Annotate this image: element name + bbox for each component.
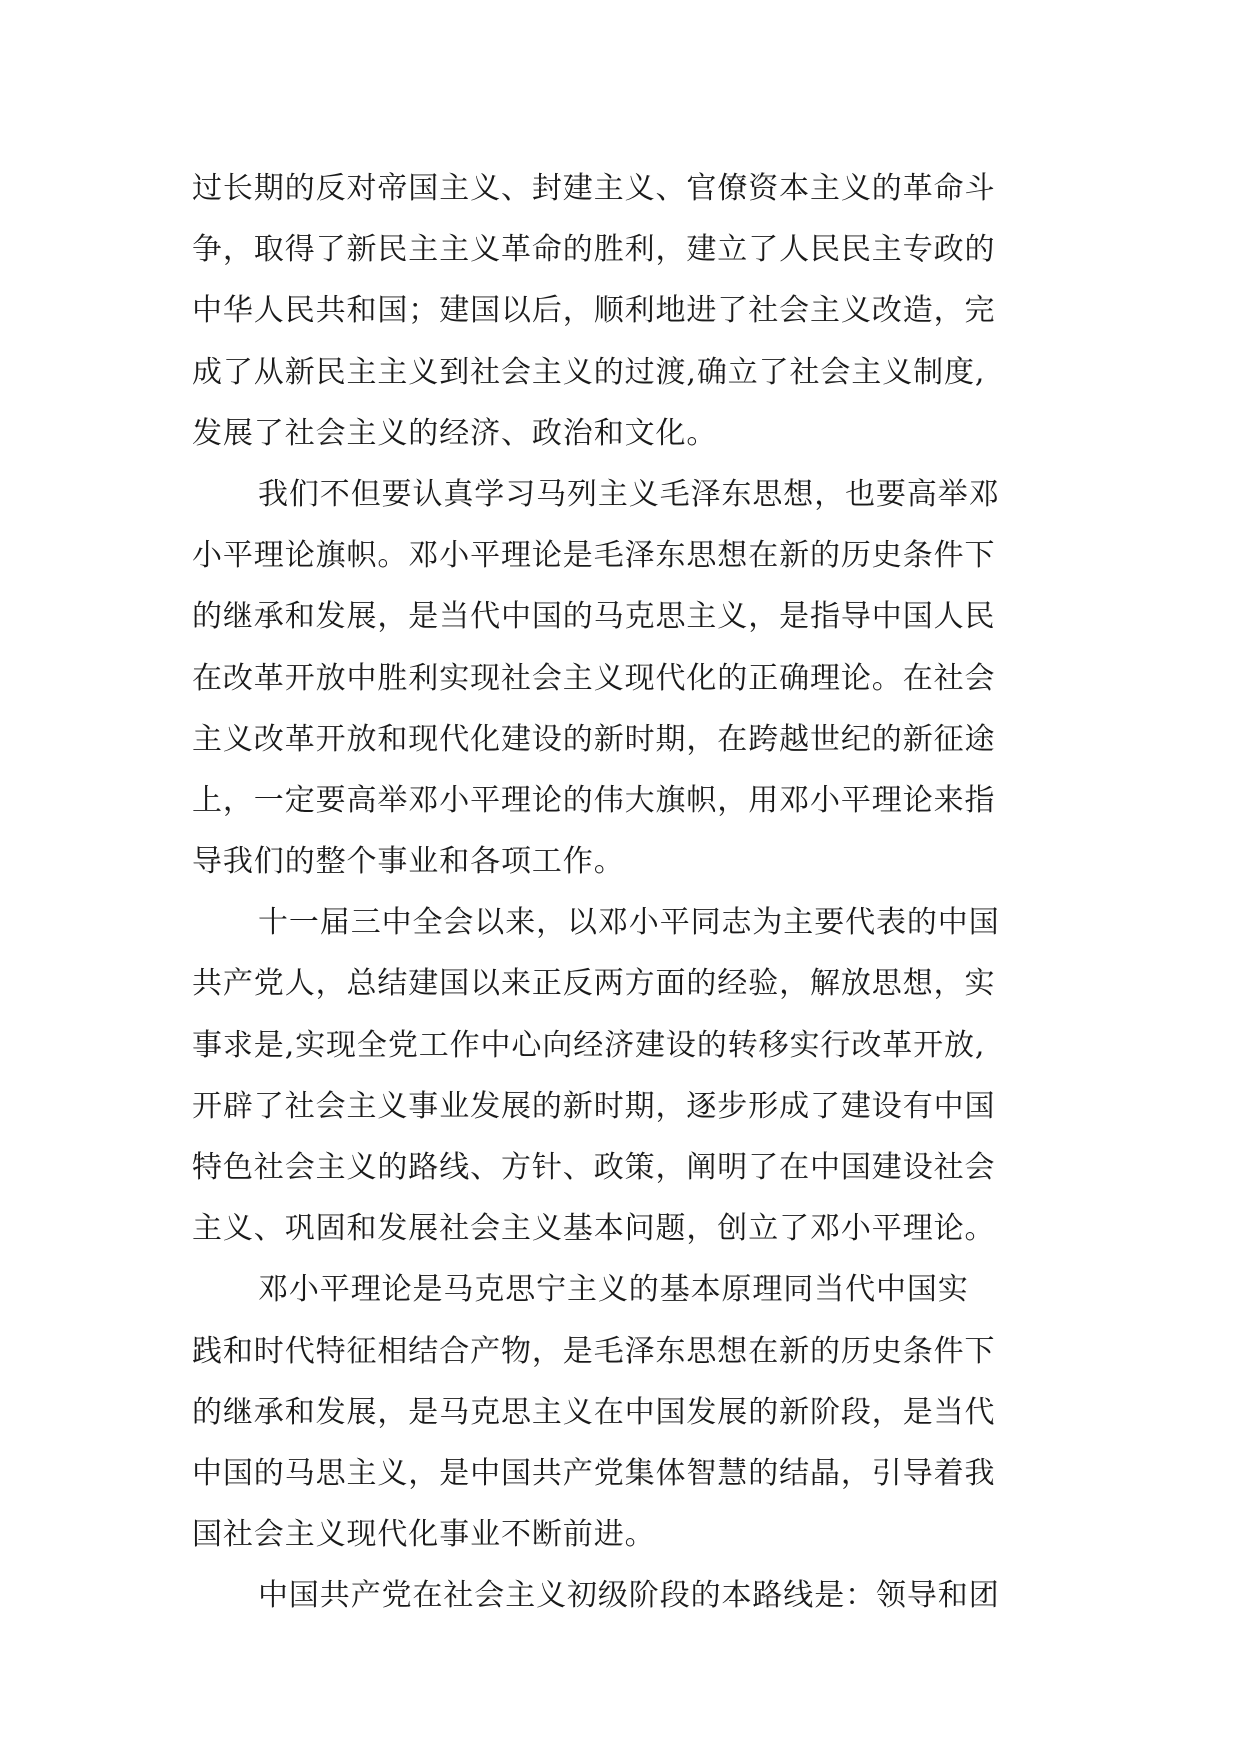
- text-line: 导我们的整个事业和各项工作。: [192, 844, 625, 880]
- text-line: 特色社会主义的路线、方针、政策，阐明了在中国建设社会: [192, 1150, 996, 1185]
- text-line: 的继承和发展，是当代中国的马克思主义，是指导中国人民: [192, 599, 996, 635]
- text-line: 上，一定要高举邓小平理论的伟大旗帜，用邓小平理论来指: [192, 782, 996, 818]
- text-line: 成了从新民主主义到社会主义的过渡,确立了社会主义制度,: [192, 354, 986, 390]
- text-line: 发展了社会主义的经济、政治和文化。: [192, 415, 718, 451]
- text-line: 在改革开放中胜利实现社会主义现代化的正确理论。在社会: [192, 660, 996, 696]
- text-line: 国社会主义现代化事业不断前进。: [192, 1517, 656, 1553]
- text-line: 中国的马思主义，是中国共产党集体智慧的结晶，引导着我: [192, 1455, 996, 1491]
- text-line: 事求是,实现全党工作中心向经济建设的转移实行改革开放,: [192, 1027, 986, 1063]
- paragraph: [192, 892, 1072, 1259]
- body-text: [192, 158, 1072, 1627]
- text-line: 主义、巩固和发展社会主义基本问题，创立了邓小平理论。: [192, 1211, 996, 1247]
- text-line: 共产党人，总结建国以来正反两方面的经验，解放思想，实: [192, 966, 996, 1002]
- text-line: 践和时代特征相结合产物，是毛泽东思想在新的历史条件下: [192, 1333, 996, 1369]
- text-line: 邓小平理论是马克思宁主义的基本原理同当代中国实: [258, 1272, 969, 1308]
- text-line: 中华人民共和国；建国以后，顺利地进了社会主义改造，完: [192, 293, 996, 329]
- paragraph: [192, 158, 1072, 464]
- text-line: 争，取得了新民主主义革命的胜利，建立了人民民主专政的: [192, 232, 996, 268]
- paragraph: [192, 1259, 1072, 1565]
- text-line: 十一届三中全会以来，以邓小平同志为主要代表的中国: [258, 905, 1000, 941]
- text-line: 主义改革开放和现代化建设的新时期，在跨越世纪的新征途: [192, 721, 996, 757]
- text-line: 的继承和发展，是马克思主义在中国发展的新阶段，是当代: [192, 1394, 996, 1430]
- text-line: 开辟了社会主义事业发展的新时期，逐步形成了建设有中国: [192, 1088, 996, 1124]
- paragraph: [192, 464, 1072, 892]
- text-line: 我们不但要认真学习马列主义毛泽东思想，也要高举邓: [258, 476, 1000, 512]
- text-line: 过长期的反对帝国主义、封建主义、官僚资本主义的革命斗: [192, 171, 996, 206]
- paragraph: [192, 1565, 1072, 1626]
- text-line: 小平理论旗帜。邓小平理论是毛泽东思想在新的历史条件下: [192, 538, 996, 574]
- text-line: 中国共产党在社会主义初级阶段的本路线是：领导和团: [258, 1578, 1000, 1614]
